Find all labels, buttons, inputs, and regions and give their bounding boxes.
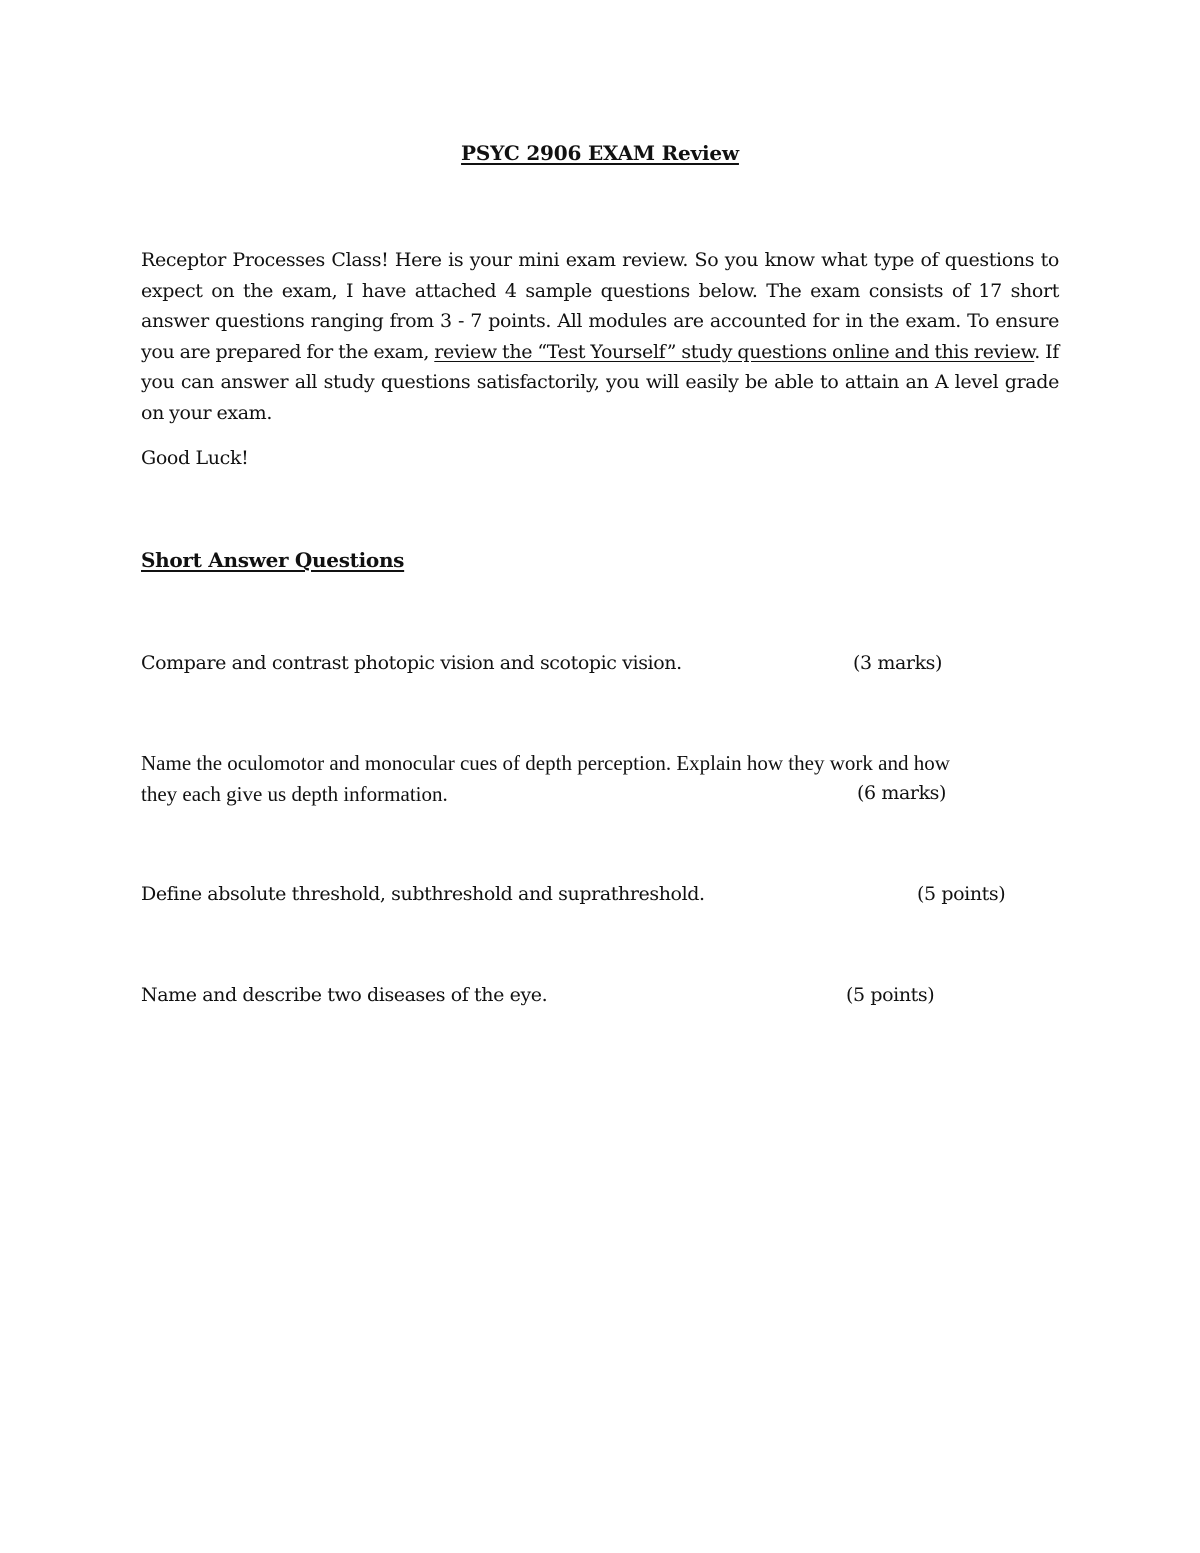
intro-paragraph (141, 245, 1059, 429)
question-2-line-1: Name the oculomotor and monocular cues of depth perception. Explain how they work and how (141, 751, 950, 775)
question-1-text: Compare and contrast photopic vision and scotopic vision. (141, 652, 682, 674)
study-questions-reference: review the “Test Yourself” study questions online and this review (434, 340, 1035, 363)
question-3-text: Define absolute threshold, subthreshold and suprathreshold. (141, 883, 705, 905)
section-heading: Short Answer Questions (141, 548, 405, 572)
page-title: PSYC 2906 EXAM Review (461, 141, 739, 165)
question-1 (141, 652, 682, 674)
intro-text-start: Receptor Processes Class! Here is your mini exam review. So you know what type of questions to expect on the exam, I have attached 4 sample questions below. The exam consists of 17 short answer questions ranging from 3 - 7 points. All modules are accounted for in the exam. To ensure you are prepared for the exam, (141, 249, 1059, 363)
question-1-marks: (3 marks) (853, 652, 943, 674)
question-4-marks: (5 points) (846, 984, 935, 1006)
intro-text-end: . If you can answer all study questions satisfactorily, you will easily be able to attain an A level grade on your exam. (141, 340, 1059, 424)
question-3 (141, 883, 705, 905)
question-3-marks: (5 points) (917, 883, 1006, 905)
question-2-marks: (6 marks) (857, 782, 947, 804)
question-4 (141, 984, 547, 1006)
question-4-text: Name and describe two diseases of the eye. (141, 984, 548, 1006)
question-2-line-2: they each give us depth information. (141, 782, 448, 806)
closing-text: Good Luck! (141, 447, 249, 469)
